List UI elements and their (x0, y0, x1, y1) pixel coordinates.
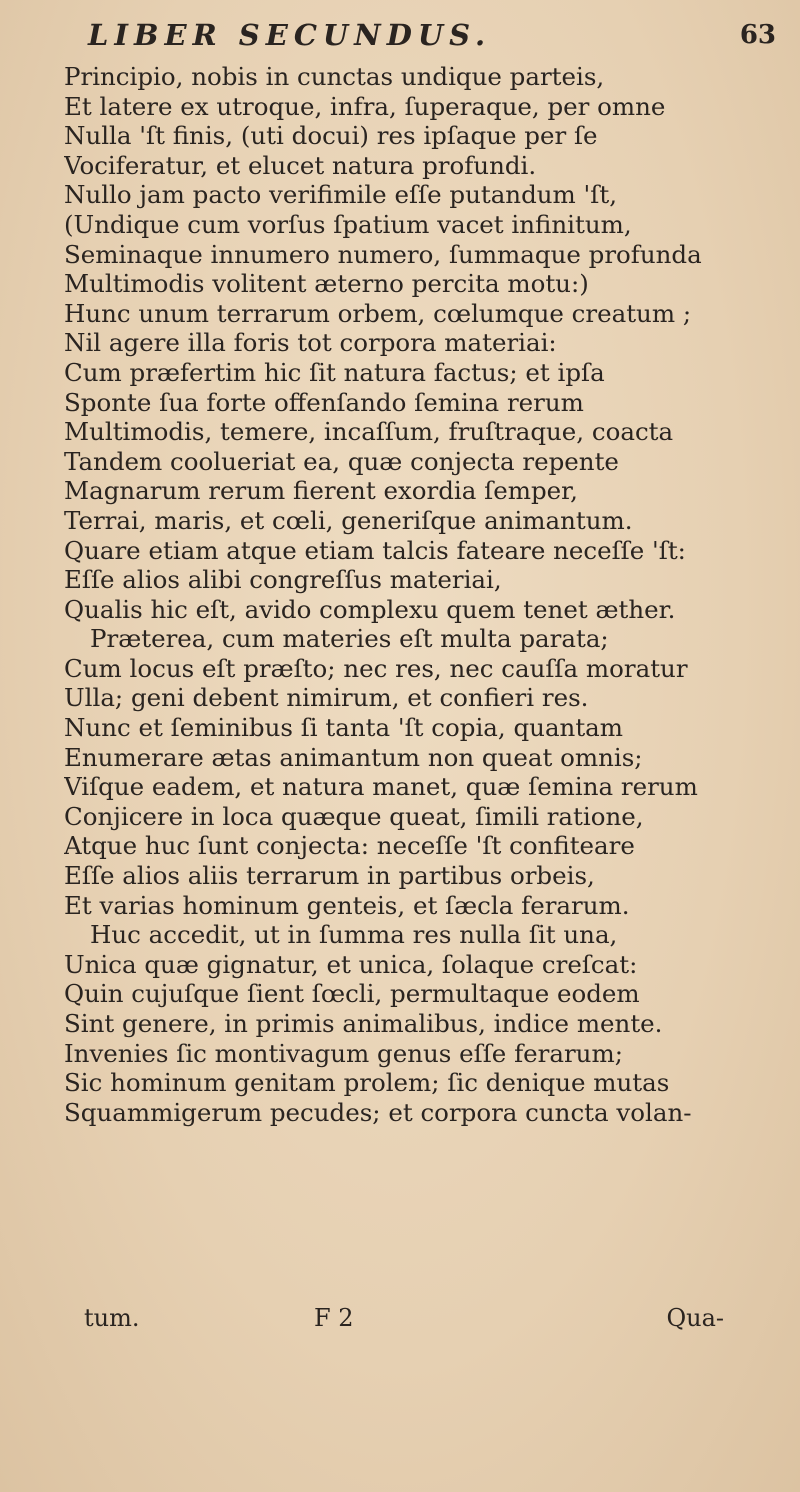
verse-line: Squammigerum pecudes; et corpora cuncta volan- (64, 1097, 692, 1127)
verse-line: Nullo jam pacto verifimile eſſe putandum 'ſt, (64, 180, 617, 210)
verse-line: Invenies ſic montivagum genus eſſe ferarum; (64, 1038, 623, 1068)
verse-line: Huc accedit, ut in ſumma res nulla ſit una, (90, 920, 618, 950)
verse-line: Enumerare ætas animantum non queat omnis; (64, 742, 643, 772)
signature-mark: F 2 (314, 1304, 354, 1332)
verse-line: Multimodis, temere, incaſſum, fruſtraque, coacta (64, 417, 674, 447)
verse-line: Et latere ex utroque, infra, ſuperaque, per omne (64, 91, 666, 121)
verse-line: Et varias hominum genteis, et ſæcla ferarum. (64, 890, 630, 920)
verse-line: Quare etiam atque etiam talcis fateare neceſſe 'ſt: (64, 535, 686, 565)
verse-line: Principio, nobis in cunctas undique parteis, (64, 62, 605, 91)
page-number: 63 (739, 20, 776, 50)
verse-line: Cum locus eſt præſto; nec res, nec cauſſa moratur (64, 653, 688, 683)
verse-line: (Undique cum vorſus ſpatium vacet infinitum, (64, 209, 632, 239)
verse-line: Nulla 'ſt finis, (uti docui) res ipſaque per ſe (64, 121, 598, 151)
catchword-left: tum. (84, 1304, 140, 1332)
verse-line: Vociferatur, et elucet natura profundi. (64, 150, 537, 180)
verse-line: Atque huc ſunt conjecta: neceſſe 'ſt confiteare (64, 831, 635, 861)
page-header (48, 18, 788, 54)
running-title: LIBER SECUNDUS. (88, 18, 492, 52)
catchword-right: Qua- (666, 1304, 724, 1332)
verse-line: Multimodis volitent æterno percita motu:) (64, 269, 589, 299)
verse-line: Terrai, maris, et cœli, generiſque animantum. (64, 505, 633, 535)
verse-line: Sponte ſua forte offenſando ſemina rerum (64, 387, 584, 417)
verse-line: Nunc et ſeminibus ſi tanta 'ſt copia, quantam (64, 713, 624, 743)
verse-line: Qualis hic eſt, avido complexu quem tenet æther. (64, 594, 676, 624)
verse-line: Eſſe alios aliis terrarum in partibus orbeis, (64, 861, 595, 891)
verse-block (64, 62, 794, 1127)
verse-line: Conjicere in loca quæque queat, ſimili ratione, (64, 801, 644, 831)
verse-line: Unica quæ gignatur, et unica, ſolaque creſcat: (64, 949, 638, 979)
page-footer (84, 1304, 724, 1336)
verse-line: Eſſe alios alibi congreſſus materiai, (64, 565, 502, 595)
verse-line: Sic hominum genitam prolem; ſic denique mutas (64, 1068, 670, 1098)
verse-line: Viſque eadem, et natura manet, quæ ſemina rerum (64, 772, 698, 802)
verse-line: Nil agere illa foris tot corpora materiai: (64, 328, 557, 358)
verse-line: Quin cujuſque ſient ſœcli, permultaque eodem (64, 979, 640, 1009)
verse-line: Sint genere, in primis animalibus, indice mente. (64, 1009, 663, 1038)
verse-line: Tandem coolueriat ea, quæ conjecta repente (64, 446, 619, 476)
verse-line: Præterea, cum materies eſt multa parata; (90, 624, 609, 654)
verse-line: Hunc unum terrarum orbem, cœlumque creatum ; (64, 298, 692, 328)
verse-line: Seminaque innumero numero, ſummaque profunda (64, 239, 702, 269)
verse-line: Cum præfertim hic ſit natura factus; et ipſa (64, 357, 605, 387)
verse-line: Ulla; geni debent nimirum, et confieri res. (64, 683, 589, 713)
verse-line: Magnarum rerum fierent exordia ſemper, (64, 476, 578, 506)
